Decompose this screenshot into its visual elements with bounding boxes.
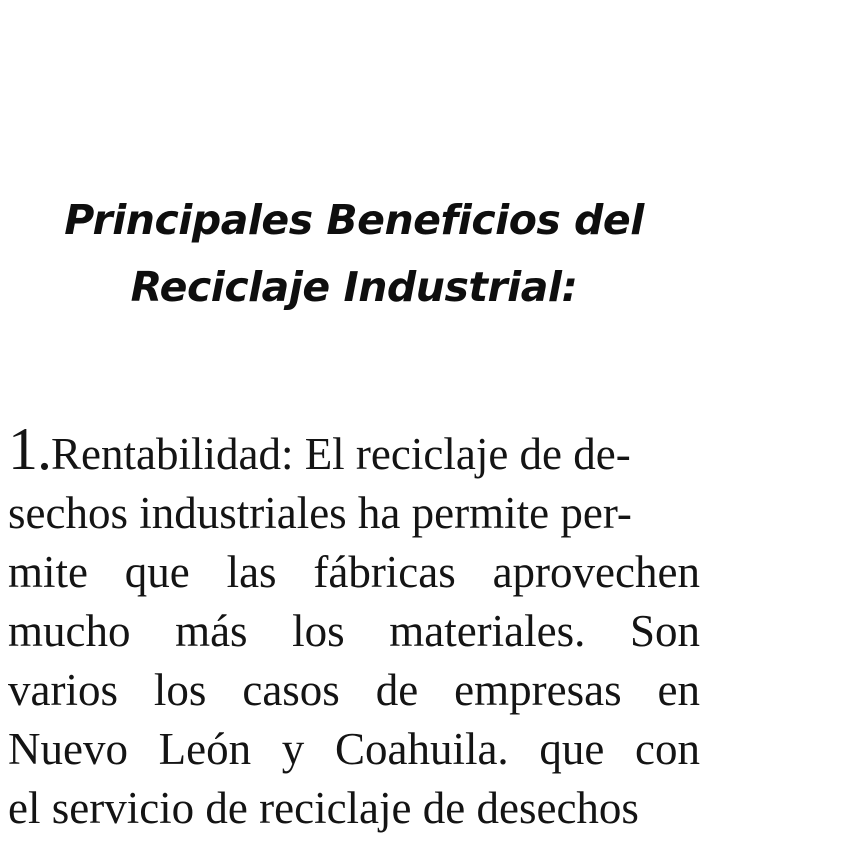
word: los bbox=[153, 665, 207, 715]
item-number: 1. bbox=[8, 416, 51, 482]
word: y bbox=[281, 724, 305, 774]
benefit-item-1 bbox=[8, 416, 700, 838]
word: Son bbox=[629, 606, 700, 656]
item-1-line-5 bbox=[8, 661, 700, 720]
item-1-line-7: el servicio de reciclaje de desechos bbox=[8, 783, 639, 833]
word: aprovechen bbox=[492, 547, 700, 597]
word: mucho bbox=[8, 606, 131, 656]
word: varios bbox=[8, 665, 118, 715]
item-1-line-2: sechos industriales ha permite per- bbox=[8, 488, 632, 538]
word: fábricas bbox=[313, 547, 456, 597]
word: Coahuila. bbox=[334, 724, 509, 774]
word: que bbox=[124, 547, 190, 597]
item-1-line-4 bbox=[8, 602, 700, 661]
heading-line-1: Principales Beneficios del bbox=[64, 196, 644, 244]
word: materiales. bbox=[389, 606, 586, 656]
heading-line-2: Reciclaje Industrial: bbox=[130, 263, 578, 311]
paragraph-line bbox=[8, 416, 700, 484]
word: empresas bbox=[454, 665, 622, 715]
item-1-first-line-group bbox=[8, 416, 631, 484]
item-1-line-6 bbox=[8, 720, 700, 779]
word: Nuevo bbox=[8, 724, 128, 774]
word: en bbox=[657, 665, 700, 715]
word: los bbox=[292, 606, 345, 656]
word: casos bbox=[242, 665, 340, 715]
word: de bbox=[375, 665, 419, 715]
word: las bbox=[226, 547, 277, 597]
word: mite bbox=[8, 547, 88, 597]
word: más bbox=[175, 606, 248, 656]
word: que bbox=[539, 724, 605, 774]
word: León bbox=[158, 724, 252, 774]
word: con bbox=[635, 724, 700, 774]
document-heading bbox=[0, 187, 708, 321]
item-1-line-3 bbox=[8, 543, 700, 602]
item-1-line-1: Rentabilidad: El reciclaje de de- bbox=[51, 429, 631, 479]
